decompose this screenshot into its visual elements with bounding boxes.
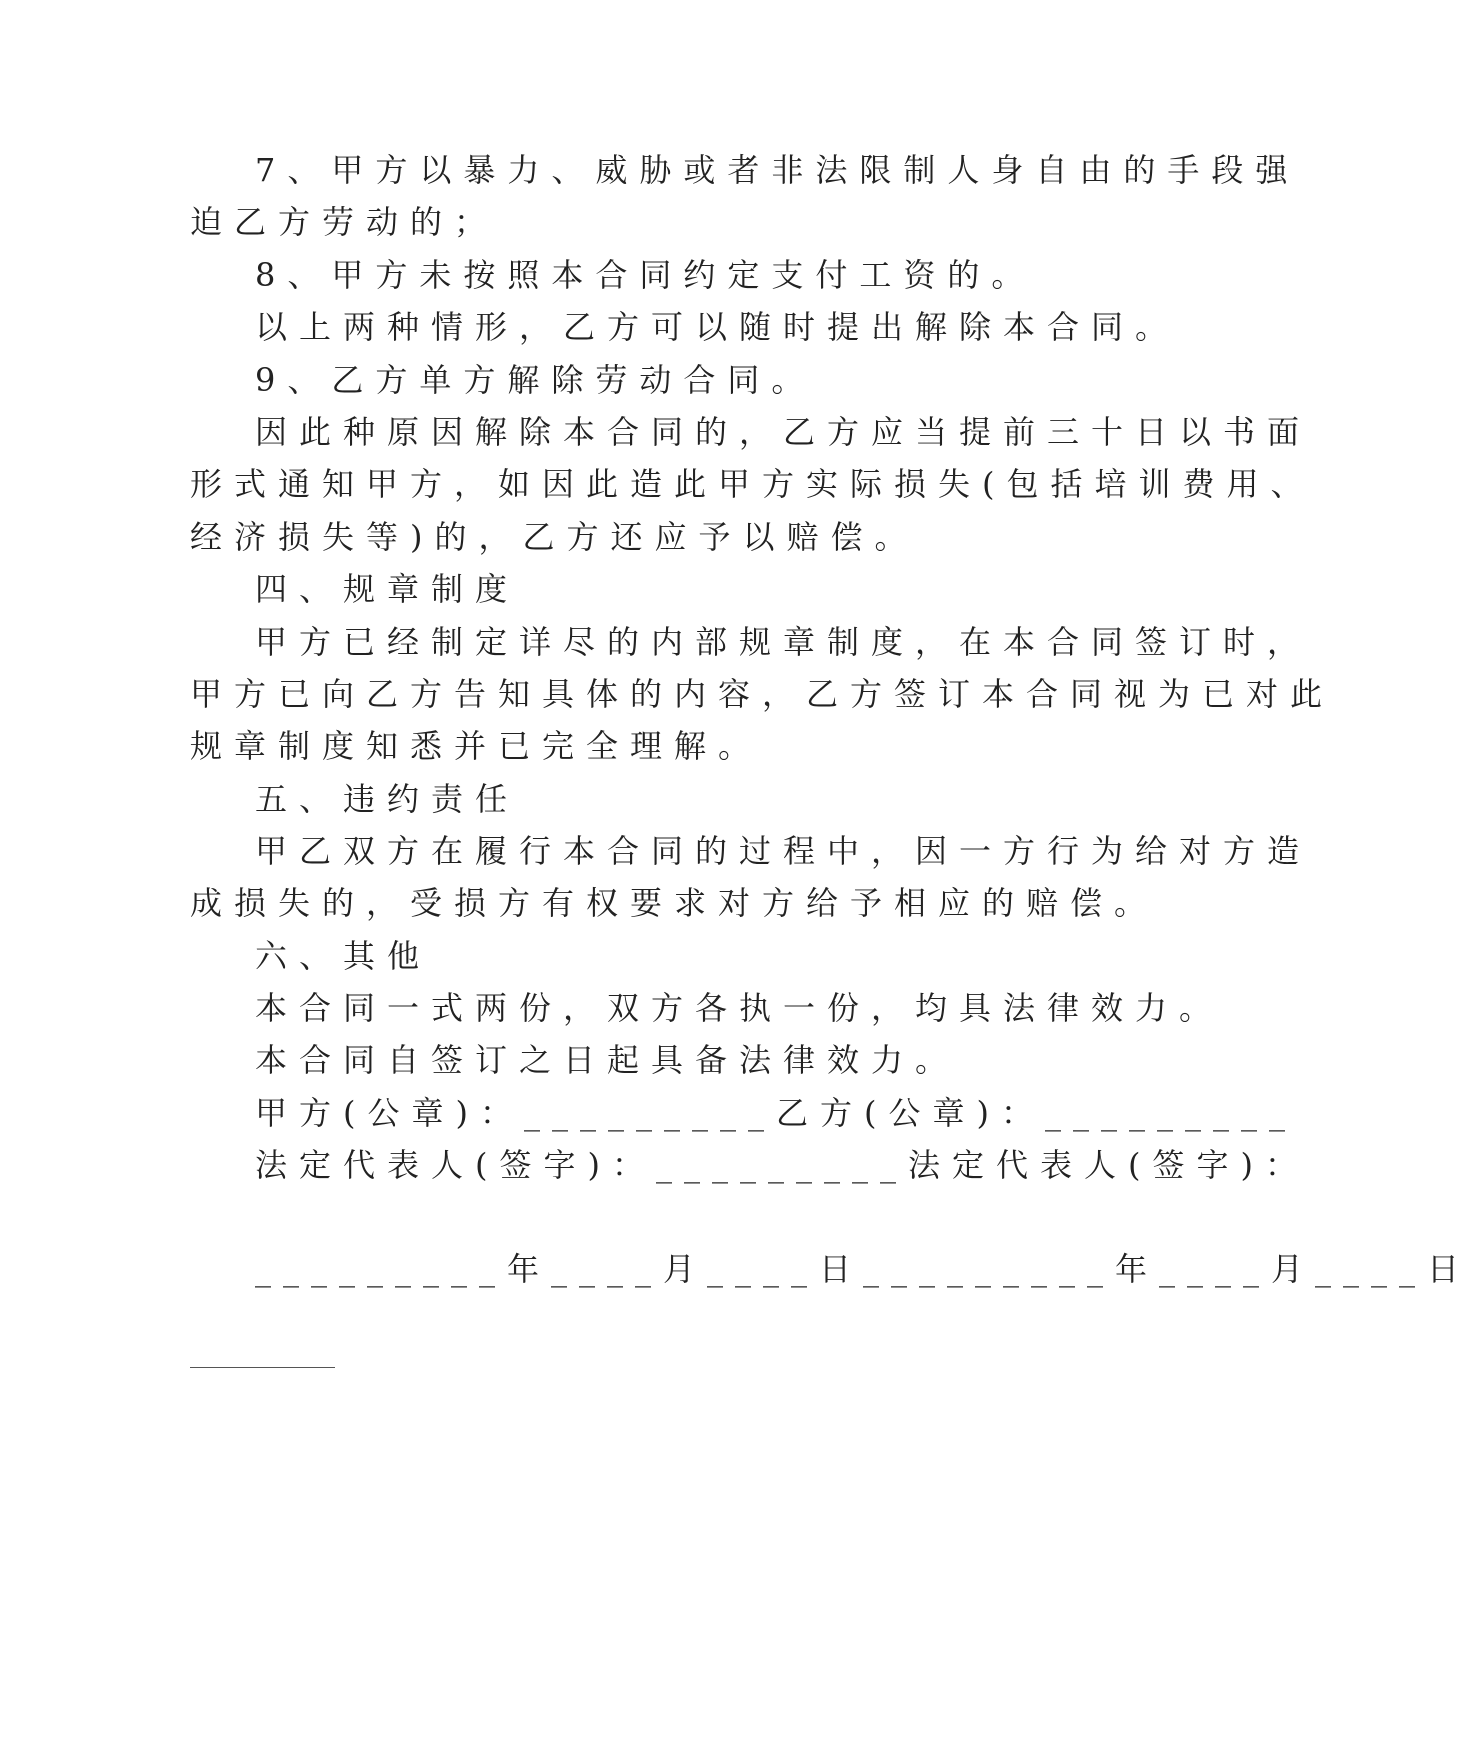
signature-date-line: _________年____月____日_________年____月____日 bbox=[255, 1250, 1471, 1288]
section-4-text-line-3: 规章制度知悉并已完全理解。 bbox=[190, 727, 763, 765]
signature-seal-line: 甲方(公章)：_________乙方(公章)：_________ bbox=[255, 1094, 1297, 1132]
clause-8: 8、甲方未按照本合同约定支付工资的。 bbox=[255, 256, 1036, 294]
section-5-text-line-2: 成损失的，受损方有权要求对方给予相应的赔偿。 bbox=[190, 884, 1159, 922]
section-5-heading: 五、违约责任 bbox=[255, 780, 520, 818]
section-6-text-line-2: 本合同自签订之日起具备法律效力。 bbox=[255, 1041, 960, 1079]
section-6-heading: 六、其他 bbox=[255, 937, 432, 975]
section-4-text-line-1: 甲方已经制定详尽的内部规章制度，在本合同签订时， bbox=[255, 623, 1312, 661]
clause-7-line-2: 迫乙方劳动的； bbox=[190, 203, 499, 241]
signature-representative-line: 法定代表人(签字)：_________法定代表人(签字)： bbox=[255, 1146, 1309, 1184]
clause-7-line-1: 7、甲方以暴力、威胁或者非法限制人身自由的手段强 bbox=[255, 151, 1300, 189]
section-4-text-line-2: 甲方已向乙方告知具体的内容，乙方签订本合同视为已对此 bbox=[190, 675, 1335, 713]
clause-9: 9、乙方单方解除劳动合同。 bbox=[255, 361, 816, 399]
section-5-text-line-1: 甲乙双方在履行本合同的过程中，因一方行为给对方造 bbox=[255, 832, 1312, 870]
clause-8-note: 以上两种情形，乙方可以随时提出解除本合同。 bbox=[255, 308, 1180, 346]
section-4-heading: 四、规章制度 bbox=[255, 570, 520, 608]
signature-blank-rule bbox=[190, 1367, 335, 1368]
clause-9-text-line-3: 经济损失等)的，乙方还应予以赔偿。 bbox=[190, 518, 919, 556]
clause-9-text-line-1: 因此种原因解除本合同的，乙方应当提前三十日以书面 bbox=[255, 413, 1312, 451]
clause-9-text-line-2: 形式通知甲方，如因此造此甲方实际损失(包括培训费用、 bbox=[190, 465, 1315, 503]
section-6-text-line-1: 本合同一式两份，双方各执一份，均具法律效力。 bbox=[255, 989, 1224, 1027]
